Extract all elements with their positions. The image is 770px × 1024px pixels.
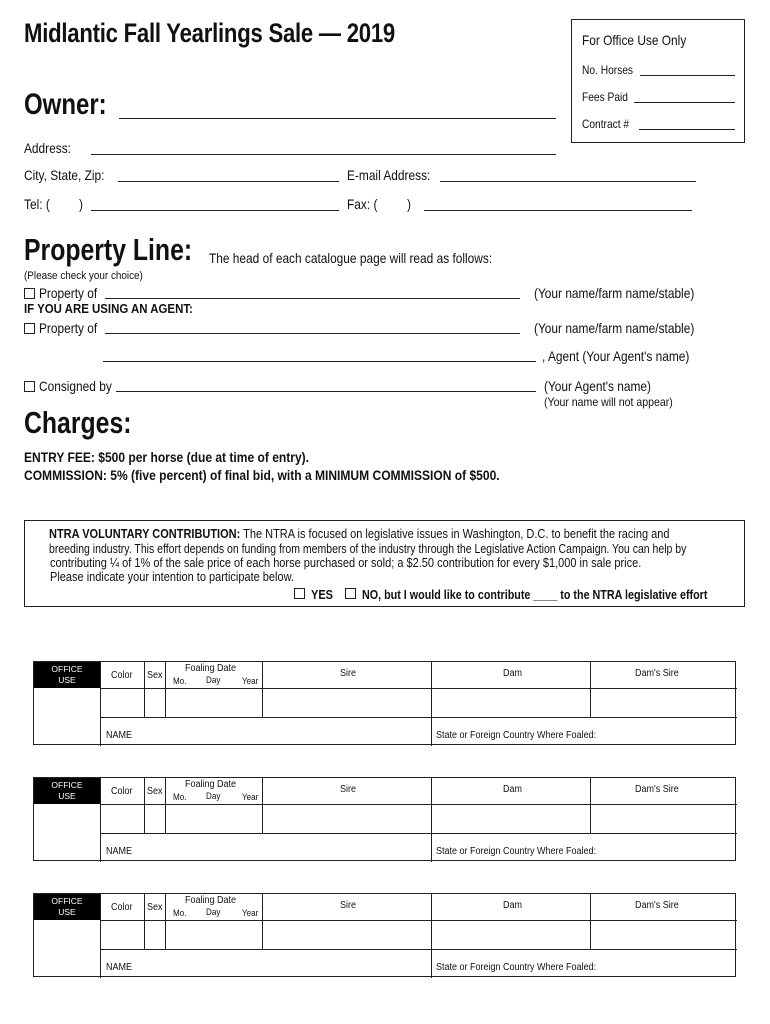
page-title: Midlantic Fall Yearlings Sale — 2019 [24, 18, 395, 48]
agent-heading: IF YOU ARE USING AN AGENT: [24, 301, 193, 316]
address-field[interactable] [91, 154, 556, 155]
property-of-label: Property of [39, 285, 98, 301]
dams-sire-header: Dam's Sire [635, 668, 679, 679]
ntra-heading: NTRA VOLUNTARY CONTRIBUTION: [49, 527, 241, 541]
office-use-header: OFFICE USE [34, 778, 100, 804]
year-header: Year [242, 908, 259, 918]
fax-field[interactable] [424, 210, 692, 211]
month-header: Mo. [173, 676, 187, 686]
office-use-header: OFFICE USE [34, 662, 100, 688]
agent-property-of-label: Property of [39, 320, 98, 336]
entry-fee-text: ENTRY FEE: $500 per horse (due at time of entry). [24, 449, 310, 465]
fax-label: Fax: ( [347, 196, 378, 212]
property-line-subtitle: The head of each catalogue page will read as follows: [209, 250, 493, 266]
ntra-yes-checkbox[interactable] [294, 588, 305, 599]
sire-header: Sire [340, 900, 357, 911]
agent-property-of-checkbox[interactable] [24, 323, 35, 334]
property-of-checkbox[interactable] [24, 288, 35, 299]
color-header: Color [111, 670, 133, 681]
dam-header: Dam [503, 900, 523, 911]
sire-header: Sire [340, 784, 357, 795]
owner-label: Owner: [24, 88, 107, 121]
dam-header: Dam [503, 668, 523, 679]
foaling-date-header: Foaling Date [185, 895, 237, 906]
no-horses-label: No. Horses [582, 63, 634, 77]
fax-close-paren: ) [407, 196, 411, 212]
agent-name-hint: , Agent (Your Agent's name) [542, 348, 690, 364]
ntra-no-checkbox[interactable] [345, 588, 356, 599]
fees-paid-field[interactable] [634, 102, 735, 103]
tel-label: Tel: ( [24, 196, 50, 212]
agent-name-field[interactable] [103, 361, 536, 362]
day-header: Day [206, 675, 221, 685]
email-field[interactable] [440, 181, 696, 182]
tel-close-paren: ) [79, 196, 83, 212]
office-use-heading: For Office Use Only [582, 32, 687, 48]
state-country-label: State or Foreign Country Where Foaled: [436, 846, 597, 857]
address-label: Address: [24, 140, 71, 156]
color-header: Color [111, 902, 133, 913]
sire-header: Sire [340, 668, 357, 679]
horse-entry-grid [33, 893, 736, 977]
state-country-label: State or Foreign Country Where Foaled: [436, 730, 597, 741]
ntra-line-3: contributing ¼ of 1% of the sale price of each horse purchased or sold; a $2.50 contribution for every $1,000 in sale price. [50, 556, 642, 570]
city-state-zip-label: City, State, Zip: [24, 167, 105, 183]
foaling-date-header: Foaling Date [185, 779, 237, 790]
tel-field[interactable] [91, 210, 339, 211]
dams-sire-header: Dam's Sire [635, 900, 679, 911]
property-of-field[interactable] [105, 298, 520, 299]
ntra-line-2: breeding industry. This effort depends on funding from members of the industry through the Legislative Action Campaign. You can help by [49, 542, 687, 556]
agent-property-of-field[interactable] [105, 333, 520, 334]
contract-label: Contract # [582, 117, 630, 131]
property-of-hint: (Your name/farm name/stable) [534, 285, 695, 301]
city-state-zip-field[interactable] [118, 181, 339, 182]
day-header: Day [206, 907, 221, 917]
horse-entry-grid [33, 777, 736, 861]
name-label: NAME [106, 962, 133, 973]
no-horses-field[interactable] [640, 75, 735, 76]
email-label: E-mail Address: [347, 167, 431, 183]
month-header: Mo. [173, 908, 187, 918]
sex-header: Sex [147, 670, 163, 681]
consigned-hint: (Your Agent's name) [544, 378, 652, 394]
horse-entry-grid [33, 661, 736, 745]
commission-text: COMMISSION: 5% (five percent) of final bid, with a MINIMUM COMMISSION of $500. [24, 467, 500, 483]
name-label: NAME [106, 846, 133, 857]
ntra-no-label: NO, but I would like to contribute ____ to the NTRA legislative effort [362, 588, 708, 602]
sex-header: Sex [147, 902, 163, 913]
state-country-label: State or Foreign Country Where Foaled: [436, 962, 597, 973]
color-header: Color [111, 786, 133, 797]
ntra-line-4: Please indicate your intention to participate below. [50, 570, 294, 584]
charges-title: Charges: [24, 405, 132, 440]
sex-header: Sex [147, 786, 163, 797]
foaling-date-header: Foaling Date [185, 663, 237, 674]
ntra-yes-label: YES [311, 588, 334, 602]
consigned-by-field[interactable] [116, 391, 536, 392]
consigned-by-checkbox[interactable] [24, 381, 35, 392]
name-label: NAME [106, 730, 133, 741]
consigned-by-label: Consigned by [39, 378, 112, 394]
property-line-title: Property Line: [24, 232, 193, 267]
year-header: Year [242, 792, 259, 802]
dam-header: Dam [503, 784, 523, 795]
owner-field[interactable] [119, 118, 556, 119]
contract-field[interactable] [639, 129, 735, 130]
consigned-hint-2: (Your name will not appear) [544, 395, 673, 409]
fees-paid-label: Fees Paid [582, 90, 628, 104]
day-header: Day [206, 791, 221, 801]
dams-sire-header: Dam's Sire [635, 784, 679, 795]
year-header: Year [242, 676, 259, 686]
ntra-contribution-box [24, 520, 745, 607]
ntra-line-1: NTRA VOLUNTARY CONTRIBUTION: The NTRA is focused on legislative issues in Washington, D.C. to benefit the racing and [49, 527, 670, 541]
agent-property-of-hint: (Your name/farm name/stable) [534, 320, 695, 336]
month-header: Mo. [173, 792, 187, 802]
check-choice-note: (Please check your choice) [24, 270, 143, 282]
office-use-box [571, 19, 745, 143]
office-use-header: OFFICE USE [34, 894, 100, 920]
